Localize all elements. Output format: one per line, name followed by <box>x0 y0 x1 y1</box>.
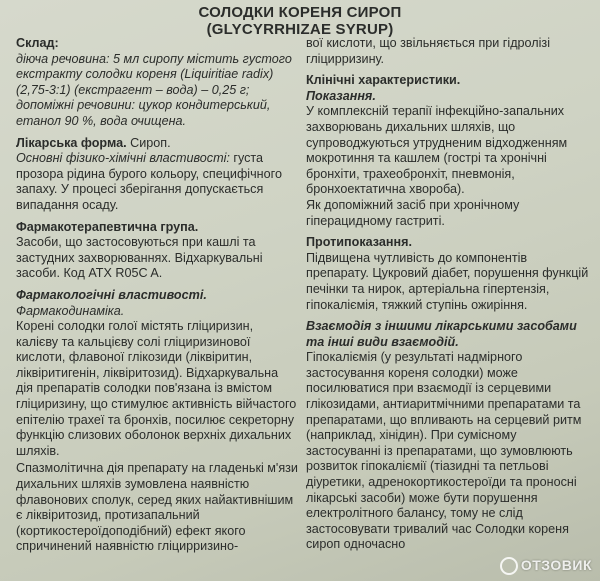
interactions-heading: Взаємодія з іншими лікарськими засобами та інші види взаємодій. <box>306 319 577 349</box>
pharmacodynamics-text-1: Корені солодки голої містять гліциризин, калієву та кальцієву солі гліциризинової кислоти, флавоної глікозиди (ліквіритин, ліквіритигенін, ліквіритозид). Відхаркувальна дія препаратів солодки пов'язана із вмістом гліциризину, що стимулює активність війчастого епітелію трахеї та бронхів, посилює секреторну функцію слизових оболонок верхніх дихальних шляхів. <box>16 319 297 458</box>
form-section <box>16 136 298 152</box>
contraindications-heading: Протипоказання. <box>306 235 412 250</box>
clinical-heading: Клінічні характеристики. <box>306 73 461 88</box>
indications-heading: Показання. <box>306 88 376 103</box>
sklad-excipients: допоміжні речовини: цукор кондитерський, етанол 90 %, вода очищена. <box>16 98 271 128</box>
watermark-logo-icon <box>500 557 518 575</box>
indications-text-2: Як допоміжний засіб при хронічному гіперацидному гастриті. <box>306 197 520 228</box>
watermark-text: ОТЗОВИК <box>520 556 592 573</box>
form-desc-text: густа прозора рідина бурого кольору, специфічного запаху. У процесі зберігання допускається випадання осаду. <box>16 151 282 212</box>
contraindications-text: Підвищена чутливість до компонентів препарату. Цукровий діабет, порушення функцій печінки та нирок, артеріальна гіпертензія, гіпокаліємія, тяжкий ступінь ожиріння. <box>306 250 589 312</box>
pharm-group-heading: Фармакотерапевтична група. <box>16 219 199 234</box>
sklad-active: діюча речовина: 5 мл сиропу містить густого екстракту солодки кореня (Liquiritiae radix) (2,75-3:1) (екстрагент – вода) – 0,25 г; <box>16 51 292 97</box>
continued-text: вої кислоти, що звільняється при гідролізі гліцирризину. <box>306 36 550 66</box>
otzovik-watermark <box>500 557 592 575</box>
pharmacodynamics-heading: Фармакодинаміка. <box>16 303 125 318</box>
left-column <box>16 36 298 555</box>
pharm-group-text: Засоби, що застосовуються при кашлі та застудних захворюваннях. Відхаркувальні засоби. Код АТХ R05C A. <box>16 235 263 281</box>
indications-text-1: У комплексній терапії інфекційно-запальних захворювань дихальних шляхів, що супроводжуються утрудненим відходженням мокротиння та кашлем (гострі та хронічні бронхіти, трахеобронхіт, пневмонія, бронхоектатична хвороба). <box>306 104 568 197</box>
title-line-1: СОЛОДКИ КОРЕНЯ СИРОП <box>198 4 402 21</box>
pharmacology-heading: Фармакологічні властивості. <box>16 287 207 302</box>
interactions-text: Гіпокаліємія (у результаті надмірного застосування кореня солодки) може посилюватися при взаємодії із серцевими глікозидами, антиаритмічними препаратами та препаратами, що впливають на серцевий ритм (наприклад, хінідин). При сумісному застосуванні із препаратами, що зумовлюють розвиток гіпокаліємії (тіазидні та петльові діуретики, адренокортикостероїди та проносні лікарські засоби) може бути порушення електролітного балансу, тому не слід застосовувати тривалий час Солодки кореня сироп одночасно <box>306 350 582 552</box>
pharmacodynamics-text-2: Спазмолітична дія препарату на гладенькі м'язи дихальних шляхів зумовлена наявністю флавонових сполук, серед яких найактивнішим є ліквіритозид, протизапальний (кортикостероїдоподібний) ефект якого спричинений наявністю гліцирризино- <box>16 461 298 554</box>
title-line-2: (GLYCYRRHIZAE SYRUP) <box>206 21 394 38</box>
form-description <box>16 151 298 213</box>
sklad-heading: Склад: <box>16 36 59 50</box>
document-title <box>0 4 600 38</box>
form-desc-label: Основні фізико-хімічні властивості: <box>16 151 230 166</box>
form-value: Сироп. <box>130 135 171 150</box>
right-column <box>306 36 590 553</box>
form-heading: Лікарська форма. <box>16 135 127 150</box>
